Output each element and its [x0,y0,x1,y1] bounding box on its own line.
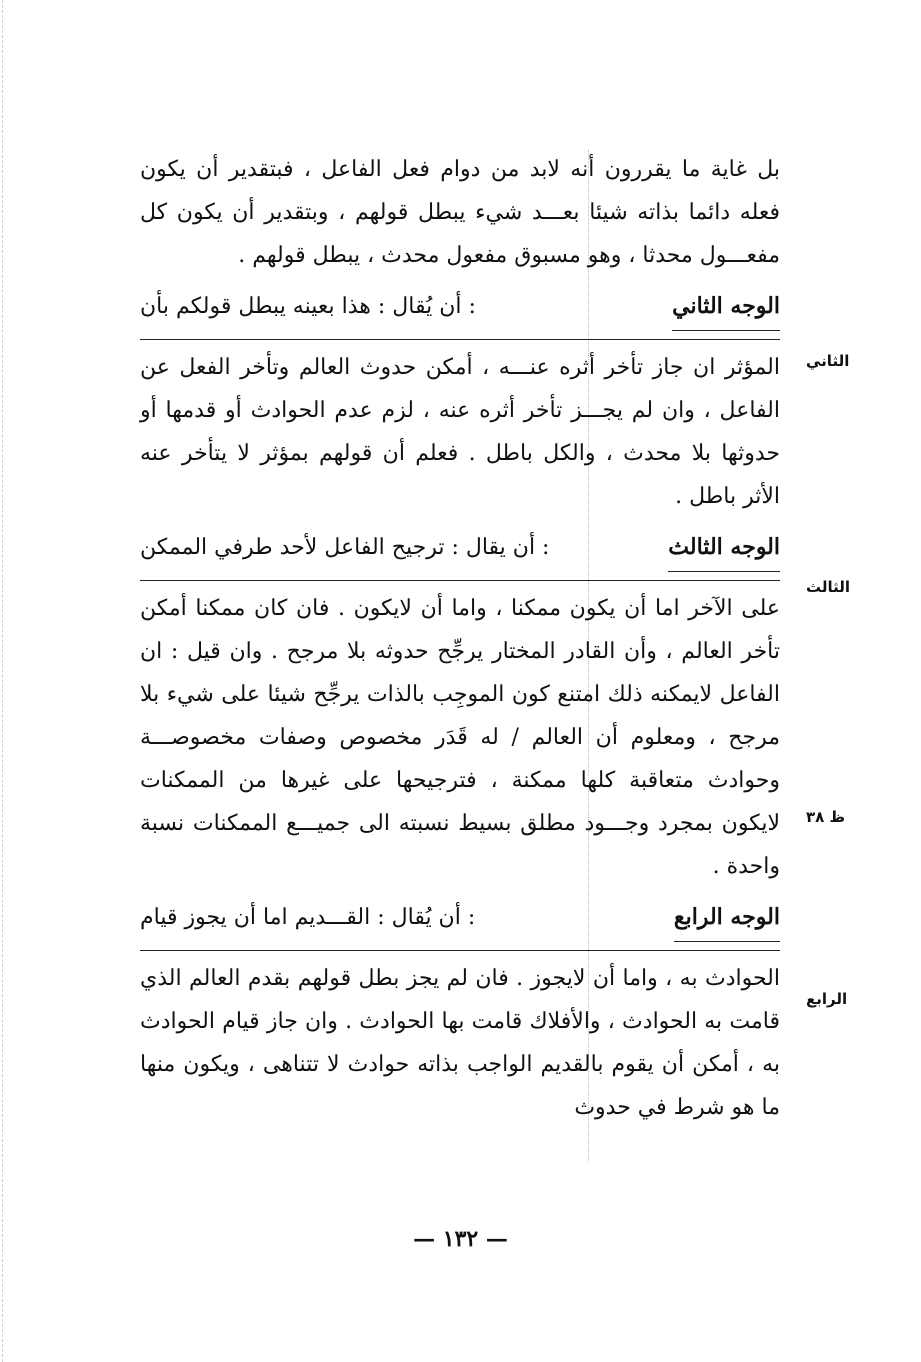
section-heading: الوجه الثاني [672,285,780,331]
margin-label-third: الثالث [806,578,851,596]
section-third [140,526,780,888]
folio-note: ظ ٣٨ [806,808,846,826]
section-header [140,526,780,572]
section-header-text: : أن يُقال : القـــديم اما أن يجوز قيام [140,905,476,930]
margin-label-second: الثاني [806,352,850,370]
section-rule [140,580,780,581]
margin-label-fourth: الرابع [806,990,848,1008]
section-heading: الوجه الرابع [674,896,780,942]
section-fourth [140,896,780,1129]
scan-edge-line [2,0,3,1362]
page-body [140,148,780,1129]
section-header [140,896,780,942]
intro-paragraph: بل غاية ما يقررون أنه لابد من دوام فعل الفاعل ، فبتقدير أن يكون فعله دائما بذاته شيئا بعـــد شيء يبطل قولهم ، وبتقدير أن يكون كل مفعـــول محدثا ، وهو مسبوق مفعول محدث ، يبطل قولهم . [140,157,780,268]
section-body: المؤثر ان جاز تأخر أثره عنـــه ، أمكن حدوث العالم وتأخر الفعل عن الفاعل ، وان لم يجـــز تأخر أثره عنه ، لزم عدم الحوادث أو قدمها أو حدوثها بلا محدث ، والكل باطل . فعلم أن قولهم بمؤثر لا يتأخر عنه الأثر باطل . [140,355,780,509]
section-header [140,285,780,331]
section-header-text: : أن يقال : ترجيح الفاعل لأحد طرفي الممكن [140,535,550,560]
page-number: — ١٣٢ — [413,1226,508,1252]
section-header-text: : أن يُقال : هذا بعينه يبطل قولكم بأن [140,294,476,319]
section-rule [140,339,780,340]
section-second [140,285,780,518]
section-rule [140,950,780,951]
section-heading: الوجه الثالث [668,526,780,572]
section-body: الحوادث به ، واما أن لايجوز . فان لم يجز بطل قولهم بقدم العالم الذي قامت به الحوادث ، والأفلاك قامت بها الحوادث . وان جاز قيام الحوادث به ، أمكن أن يقوم بالقديم الواجب بذاته حوادث لا تتناهى ، ويكون منها ما هو شرط في حدوث [140,966,780,1120]
section-body: على الآخر اما أن يكون ممكنا ، واما أن لايكون . فان كان ممكنا أمكن تأخر العالم ، وأن القادر المختار يرجِّح حدوثه بلا مرجح . وان قيل : ان الفاعل لايمكنه ذلك امتنع كون الموجِب بالذات يرجِّح شيئا على شيء بلا مرجح ، ومعلوم أن العالم / له قَدَر مخصوص وصفات مخصوصـــة وحوادث متعاقبة كلها ممكنة ، فترجيحها على غيرها من الممكنات لايكون بمجرد وجـــود مطلق بسيط نسبته الى جميـــع الممكنات نسبة واحدة . [140,596,780,879]
